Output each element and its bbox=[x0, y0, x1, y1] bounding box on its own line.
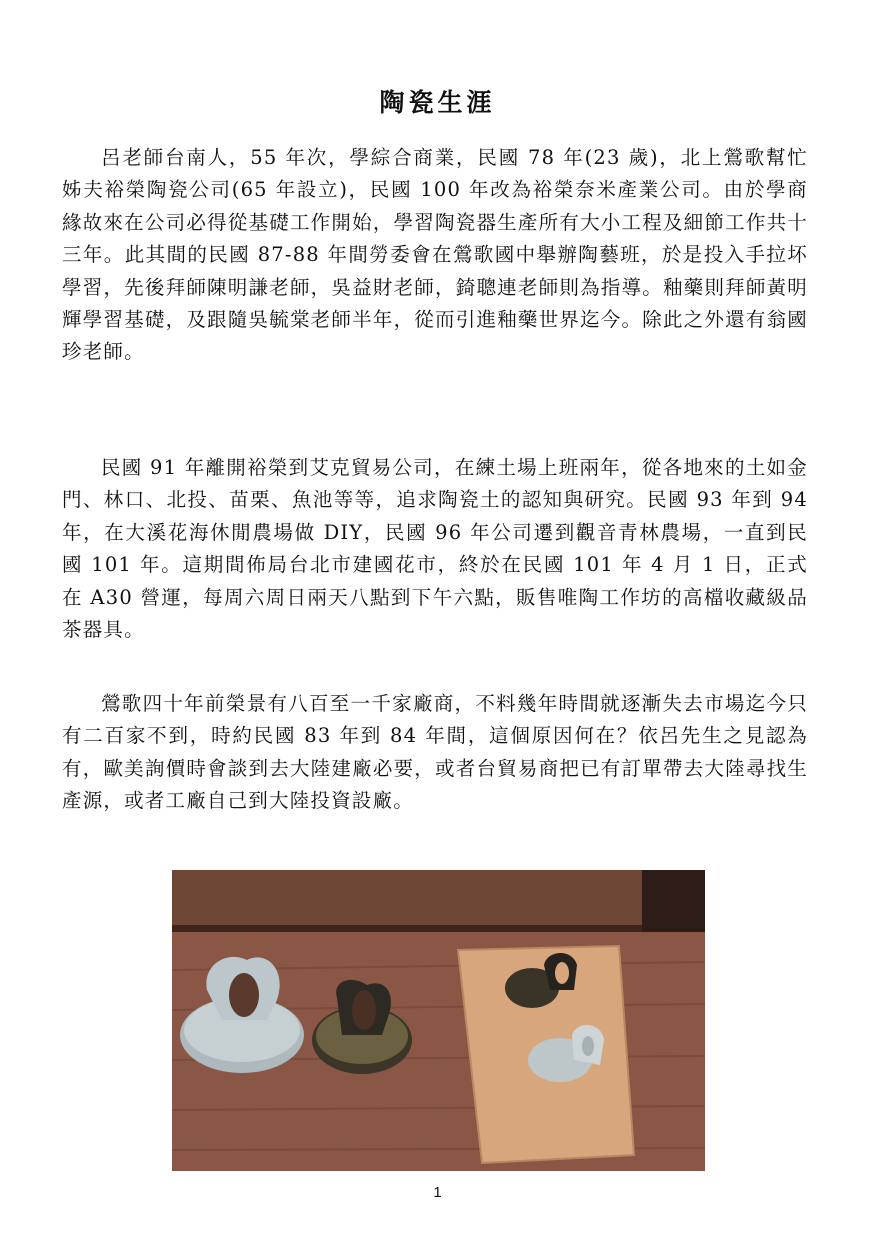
paragraph-1: 呂老師台南人，55 年次，學綜合商業，民國 78 年(23 歲)，北上鶯歌幫忙姊夫裕榮陶瓷公司(65 年設立)，民國 100 年改為裕榮奈米產業公司。由於學商緣故來在公司必得從基礎工作開始，學習陶瓷器生產所有大小工程及細節工作共十三年。此其間的民國 87-88 年間勞委會在鶯歌國中舉辦陶藝班，於是投入手拉坏學習，先後拜師陳明謙老師，吳益財老師，錡聰連老師則為指導。釉藥則拜師黃明輝學習基礎，及跟隨吳毓棠老師半年，從而引進釉藥世界迄今。除此之外還有翁國珍老師。 bbox=[62, 146, 808, 364]
ceramic-pieces-photo bbox=[172, 870, 705, 1171]
page-title: 陶瓷生涯 bbox=[379, 87, 496, 117]
paragraph-2: 民國 91 年離開裕榮到艾克貿易公司，在練土場上班兩年，從各地來的土如金門、林口、北投、苗栗、魚池等等，追求陶瓷土的認知與研究。民國 93 年到 94 年，在大溪花海休閒農場做 DIY，民國 96 年公司遷到觀音青林農場，一直到民國 101 年。這期間佈局台北市建國花市，終於在民國 101 年 4 月 1 日，正式在 A30 營運，每周六周日兩天八點到下午六點，販售唯陶工作坊的高檔收藏級品茶器具。 bbox=[62, 456, 808, 642]
ceramic-pieces-illustration bbox=[172, 870, 705, 1171]
paragraph-3: 鶯歌四十年前榮景有八百至一千家廠商，不料幾年時間就逐漸失去市場迄今只有二百家不到，時約民國 83 年到 84 年間，這個原因何在？依呂先生之見認為有，歐美詢價時會談到去大陸建廠必要，或者台貿易商把已有訂單帶去大陸尋找生產源，或者工廠自己到大陸投資設廠。 bbox=[62, 692, 808, 813]
page-number: 1 bbox=[433, 1184, 442, 1201]
